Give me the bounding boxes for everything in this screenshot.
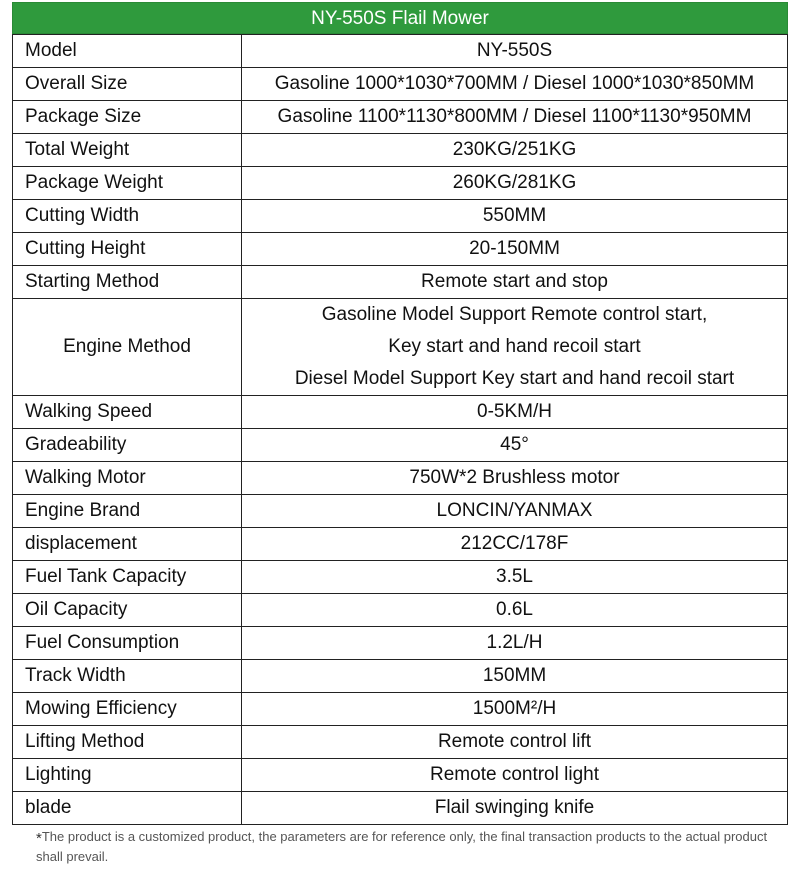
row-label: blade [13,792,242,825]
row-value: 750W*2 Brushless motor [242,462,788,495]
table-row [13,792,788,825]
row-value-line: Key start and hand recoil start [388,336,641,357]
row-value: Remote control lift [242,726,788,759]
row-value: NY-550S [242,35,788,68]
table-row [13,495,788,528]
footnote [36,828,776,866]
row-value: 150MM [242,660,788,693]
row-label: Starting Method [13,266,242,299]
row-label: Overall Size [13,68,242,101]
row-value-line: Diesel Model Support Key start and hand recoil start [294,368,735,389]
row-value: 0-5KM/H [242,396,788,429]
table-row [13,200,788,233]
spec-sheet [12,2,788,825]
table-row [13,561,788,594]
row-label: displacement [13,528,242,561]
row-value: Remote control light [242,759,788,792]
table-row [13,528,788,561]
row-label: Track Width [13,660,242,693]
row-label: Fuel Tank Capacity [13,561,242,594]
row-value: Remote start and stop [242,266,788,299]
table-row [13,396,788,429]
row-value: 3.5L [242,561,788,594]
row-value: Gasoline 1100*1130*800MM / Diesel 1100*1130*950MM [242,101,788,134]
row-label: Walking Speed [13,396,242,429]
table-row [13,134,788,167]
row-label: Total Weight [13,134,242,167]
table-row [13,101,788,134]
row-label: Lighting [13,759,242,792]
row-label: Mowing Efficiency [13,693,242,726]
table-row [13,693,788,726]
row-label: Model [13,35,242,68]
row-value: 1.2L/H [242,627,788,660]
row-value: Gasoline 1000*1030*700MM / Diesel 1000*1030*850MM [242,68,788,101]
table-row [13,299,788,396]
row-value: 45° [242,429,788,462]
table-row [13,759,788,792]
table-row [13,266,788,299]
table-row [13,660,788,693]
row-label: Gradeability [13,429,242,462]
row-label: Engine Method [13,299,242,396]
table-row [13,429,788,462]
footnote-star: * [36,830,42,847]
table-row [13,167,788,200]
row-label: Lifting Method [13,726,242,759]
row-value: 230KG/251KG [242,134,788,167]
row-value: LONCIN/YANMAX [242,495,788,528]
row-value: 260KG/281KG [242,167,788,200]
table-row [13,627,788,660]
row-label: Package Size [13,101,242,134]
row-value: 0.6L [242,594,788,627]
row-value: 212CC/178F [242,528,788,561]
table-row [13,233,788,266]
row-value: 20-150MM [242,233,788,266]
table-row [13,35,788,68]
row-label: Fuel Consumption [13,627,242,660]
table-title: NY-550S Flail Mower [12,2,788,34]
row-value: Flail swinging knife [242,792,788,825]
row-value: 1500M²/H [242,693,788,726]
table-row [13,594,788,627]
row-label: Cutting Height [13,233,242,266]
row-label: Oil Capacity [13,594,242,627]
table-row [13,726,788,759]
table-row [13,68,788,101]
row-value-line: Gasoline Model Support Remote control start, [321,304,708,325]
row-label: Engine Brand [13,495,242,528]
row-label: Package Weight [13,167,242,200]
row-value: 550MM [242,200,788,233]
table-row [13,462,788,495]
row-label: Cutting Width [13,200,242,233]
row-label: Walking Motor [13,462,242,495]
spec-table [12,34,788,825]
footnote-text: The product is a customized product, the parameters are for reference only, the final transaction products to the actual product shall prevail. [36,829,768,864]
row-value [242,299,788,396]
